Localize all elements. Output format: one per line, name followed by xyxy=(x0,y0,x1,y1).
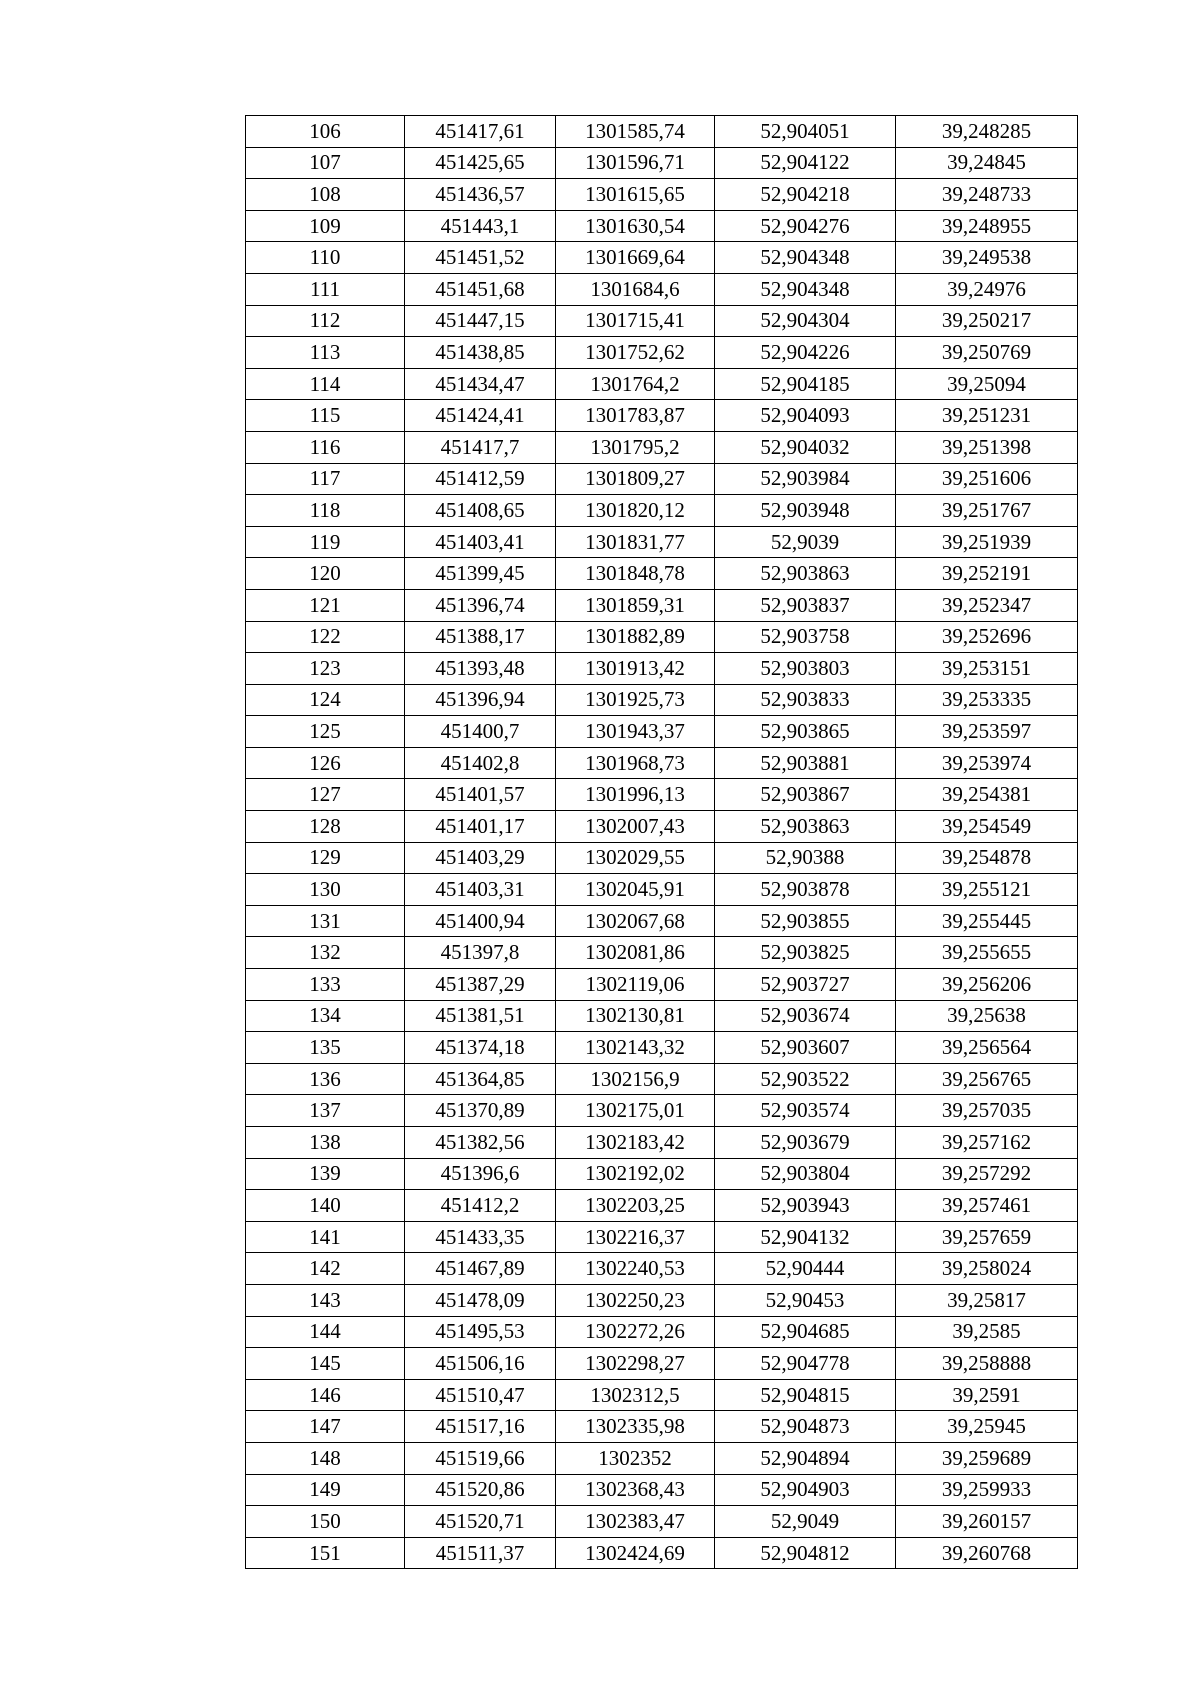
y-coordinate-cell: 1302175,01 xyxy=(556,1095,715,1127)
table-row xyxy=(246,1442,1078,1474)
longitude-cell: 39,2591 xyxy=(896,1379,1078,1411)
point-number-cell: 111 xyxy=(246,273,405,305)
table-row xyxy=(246,969,1078,1001)
x-coordinate-cell: 451412,2 xyxy=(405,1190,556,1222)
latitude-cell: 52,904218 xyxy=(715,179,896,211)
latitude-cell: 52,904032 xyxy=(715,431,896,463)
x-coordinate-cell: 451393,48 xyxy=(405,653,556,685)
point-number-cell: 138 xyxy=(246,1127,405,1159)
x-coordinate-cell: 451400,94 xyxy=(405,905,556,937)
point-number-cell: 110 xyxy=(246,242,405,274)
coordinates-table xyxy=(245,115,1078,1569)
point-number-cell: 125 xyxy=(246,716,405,748)
point-number-cell: 117 xyxy=(246,463,405,495)
latitude-cell: 52,90444 xyxy=(715,1253,896,1285)
x-coordinate-cell: 451401,57 xyxy=(405,779,556,811)
table-row xyxy=(246,1537,1078,1569)
y-coordinate-cell: 1301913,42 xyxy=(556,653,715,685)
y-coordinate-cell: 1301684,6 xyxy=(556,273,715,305)
y-coordinate-cell: 1302312,5 xyxy=(556,1379,715,1411)
table-row xyxy=(246,431,1078,463)
x-coordinate-cell: 451396,6 xyxy=(405,1158,556,1190)
table-row xyxy=(246,1000,1078,1032)
point-number-cell: 137 xyxy=(246,1095,405,1127)
longitude-cell: 39,251939 xyxy=(896,526,1078,558)
table-row xyxy=(246,400,1078,432)
longitude-cell: 39,25094 xyxy=(896,368,1078,400)
table-row xyxy=(246,1506,1078,1538)
latitude-cell: 52,903674 xyxy=(715,1000,896,1032)
y-coordinate-cell: 1301882,89 xyxy=(556,621,715,653)
table-row xyxy=(246,210,1078,242)
point-number-cell: 114 xyxy=(246,368,405,400)
table-row xyxy=(246,1221,1078,1253)
longitude-cell: 39,256765 xyxy=(896,1063,1078,1095)
point-number-cell: 136 xyxy=(246,1063,405,1095)
y-coordinate-cell: 1301848,78 xyxy=(556,558,715,590)
table-row xyxy=(246,1411,1078,1443)
table-row xyxy=(246,589,1078,621)
latitude-cell: 52,904894 xyxy=(715,1442,896,1474)
point-number-cell: 144 xyxy=(246,1316,405,1348)
table-row xyxy=(246,463,1078,495)
table-row xyxy=(246,526,1078,558)
y-coordinate-cell: 1302203,25 xyxy=(556,1190,715,1222)
y-coordinate-cell: 1301943,37 xyxy=(556,716,715,748)
point-number-cell: 151 xyxy=(246,1537,405,1569)
longitude-cell: 39,255655 xyxy=(896,937,1078,969)
latitude-cell: 52,904304 xyxy=(715,305,896,337)
table-row xyxy=(246,558,1078,590)
y-coordinate-cell: 1302007,43 xyxy=(556,811,715,843)
point-number-cell: 122 xyxy=(246,621,405,653)
x-coordinate-cell: 451434,47 xyxy=(405,368,556,400)
table-row xyxy=(246,1316,1078,1348)
y-coordinate-cell: 1301669,64 xyxy=(556,242,715,274)
latitude-cell: 52,904815 xyxy=(715,1379,896,1411)
longitude-cell: 39,251767 xyxy=(896,495,1078,527)
longitude-cell: 39,258024 xyxy=(896,1253,1078,1285)
longitude-cell: 39,255121 xyxy=(896,874,1078,906)
point-number-cell: 124 xyxy=(246,684,405,716)
point-number-cell: 121 xyxy=(246,589,405,621)
latitude-cell: 52,903878 xyxy=(715,874,896,906)
x-coordinate-cell: 451396,74 xyxy=(405,589,556,621)
y-coordinate-cell: 1301859,31 xyxy=(556,589,715,621)
x-coordinate-cell: 451478,09 xyxy=(405,1284,556,1316)
x-coordinate-cell: 451403,41 xyxy=(405,526,556,558)
y-coordinate-cell: 1302335,98 xyxy=(556,1411,715,1443)
longitude-cell: 39,259689 xyxy=(896,1442,1078,1474)
table-row xyxy=(246,179,1078,211)
y-coordinate-cell: 1301752,62 xyxy=(556,337,715,369)
x-coordinate-cell: 451438,85 xyxy=(405,337,556,369)
longitude-cell: 39,257461 xyxy=(896,1190,1078,1222)
longitude-cell: 39,251231 xyxy=(896,400,1078,432)
y-coordinate-cell: 1302424,69 xyxy=(556,1537,715,1569)
y-coordinate-cell: 1302250,23 xyxy=(556,1284,715,1316)
point-number-cell: 131 xyxy=(246,905,405,937)
longitude-cell: 39,248955 xyxy=(896,210,1078,242)
latitude-cell: 52,903758 xyxy=(715,621,896,653)
latitude-cell: 52,90453 xyxy=(715,1284,896,1316)
y-coordinate-cell: 1301831,77 xyxy=(556,526,715,558)
point-number-cell: 147 xyxy=(246,1411,405,1443)
table-row xyxy=(246,874,1078,906)
longitude-cell: 39,260768 xyxy=(896,1537,1078,1569)
y-coordinate-cell: 1302081,86 xyxy=(556,937,715,969)
longitude-cell: 39,254878 xyxy=(896,842,1078,874)
table-row xyxy=(246,1063,1078,1095)
longitude-cell: 39,259933 xyxy=(896,1474,1078,1506)
y-coordinate-cell: 1302272,26 xyxy=(556,1316,715,1348)
point-number-cell: 142 xyxy=(246,1253,405,1285)
x-coordinate-cell: 451510,47 xyxy=(405,1379,556,1411)
x-coordinate-cell: 451424,41 xyxy=(405,400,556,432)
x-coordinate-cell: 451402,8 xyxy=(405,747,556,779)
latitude-cell: 52,903863 xyxy=(715,811,896,843)
point-number-cell: 128 xyxy=(246,811,405,843)
longitude-cell: 39,257292 xyxy=(896,1158,1078,1190)
coordinates-table-body xyxy=(246,116,1078,1569)
latitude-cell: 52,903984 xyxy=(715,463,896,495)
y-coordinate-cell: 1301715,41 xyxy=(556,305,715,337)
latitude-cell: 52,903522 xyxy=(715,1063,896,1095)
longitude-cell: 39,253151 xyxy=(896,653,1078,685)
x-coordinate-cell: 451425,65 xyxy=(405,147,556,179)
table-row xyxy=(246,1095,1078,1127)
latitude-cell: 52,903574 xyxy=(715,1095,896,1127)
longitude-cell: 39,258888 xyxy=(896,1348,1078,1380)
y-coordinate-cell: 1301585,74 xyxy=(556,116,715,148)
x-coordinate-cell: 451364,85 xyxy=(405,1063,556,1095)
latitude-cell: 52,903679 xyxy=(715,1127,896,1159)
table-row xyxy=(246,368,1078,400)
x-coordinate-cell: 451436,57 xyxy=(405,179,556,211)
longitude-cell: 39,257659 xyxy=(896,1221,1078,1253)
x-coordinate-cell: 451397,8 xyxy=(405,937,556,969)
table-row xyxy=(246,1474,1078,1506)
longitude-cell: 39,256564 xyxy=(896,1032,1078,1064)
longitude-cell: 39,254381 xyxy=(896,779,1078,811)
y-coordinate-cell: 1301996,13 xyxy=(556,779,715,811)
y-coordinate-cell: 1301783,87 xyxy=(556,400,715,432)
point-number-cell: 146 xyxy=(246,1379,405,1411)
x-coordinate-cell: 451451,68 xyxy=(405,273,556,305)
point-number-cell: 148 xyxy=(246,1442,405,1474)
latitude-cell: 52,9049 xyxy=(715,1506,896,1538)
latitude-cell: 52,903804 xyxy=(715,1158,896,1190)
table-row xyxy=(246,1253,1078,1285)
longitude-cell: 39,24845 xyxy=(896,147,1078,179)
y-coordinate-cell: 1302298,27 xyxy=(556,1348,715,1380)
longitude-cell: 39,249538 xyxy=(896,242,1078,274)
latitude-cell: 52,903948 xyxy=(715,495,896,527)
latitude-cell: 52,904093 xyxy=(715,400,896,432)
table-row xyxy=(246,1158,1078,1190)
longitude-cell: 39,250769 xyxy=(896,337,1078,369)
table-row xyxy=(246,273,1078,305)
x-coordinate-cell: 451382,56 xyxy=(405,1127,556,1159)
point-number-cell: 150 xyxy=(246,1506,405,1538)
x-coordinate-cell: 451506,16 xyxy=(405,1348,556,1380)
latitude-cell: 52,904122 xyxy=(715,147,896,179)
table-row xyxy=(246,621,1078,653)
y-coordinate-cell: 1302183,42 xyxy=(556,1127,715,1159)
point-number-cell: 140 xyxy=(246,1190,405,1222)
table-row xyxy=(246,337,1078,369)
x-coordinate-cell: 451396,94 xyxy=(405,684,556,716)
longitude-cell: 39,248733 xyxy=(896,179,1078,211)
y-coordinate-cell: 1302192,02 xyxy=(556,1158,715,1190)
point-number-cell: 108 xyxy=(246,179,405,211)
y-coordinate-cell: 1301795,2 xyxy=(556,431,715,463)
y-coordinate-cell: 1302156,9 xyxy=(556,1063,715,1095)
table-row xyxy=(246,684,1078,716)
x-coordinate-cell: 451520,86 xyxy=(405,1474,556,1506)
latitude-cell: 52,904226 xyxy=(715,337,896,369)
point-number-cell: 127 xyxy=(246,779,405,811)
longitude-cell: 39,257162 xyxy=(896,1127,1078,1159)
point-number-cell: 133 xyxy=(246,969,405,1001)
point-number-cell: 132 xyxy=(246,937,405,969)
y-coordinate-cell: 1301596,71 xyxy=(556,147,715,179)
y-coordinate-cell: 1301615,65 xyxy=(556,179,715,211)
table-row xyxy=(246,1379,1078,1411)
latitude-cell: 52,904348 xyxy=(715,242,896,274)
latitude-cell: 52,903863 xyxy=(715,558,896,590)
y-coordinate-cell: 1301630,54 xyxy=(556,210,715,242)
longitude-cell: 39,25817 xyxy=(896,1284,1078,1316)
x-coordinate-cell: 451433,35 xyxy=(405,1221,556,1253)
table-row xyxy=(246,937,1078,969)
longitude-cell: 39,248285 xyxy=(896,116,1078,148)
y-coordinate-cell: 1301764,2 xyxy=(556,368,715,400)
latitude-cell: 52,903865 xyxy=(715,716,896,748)
x-coordinate-cell: 451401,17 xyxy=(405,811,556,843)
y-coordinate-cell: 1302029,55 xyxy=(556,842,715,874)
point-number-cell: 139 xyxy=(246,1158,405,1190)
point-number-cell: 134 xyxy=(246,1000,405,1032)
y-coordinate-cell: 1302216,37 xyxy=(556,1221,715,1253)
point-number-cell: 106 xyxy=(246,116,405,148)
table-row xyxy=(246,116,1078,148)
table-row xyxy=(246,653,1078,685)
x-coordinate-cell: 451403,29 xyxy=(405,842,556,874)
point-number-cell: 129 xyxy=(246,842,405,874)
point-number-cell: 149 xyxy=(246,1474,405,1506)
latitude-cell: 52,904132 xyxy=(715,1221,896,1253)
y-coordinate-cell: 1302045,91 xyxy=(556,874,715,906)
point-number-cell: 116 xyxy=(246,431,405,463)
table-row xyxy=(246,242,1078,274)
point-number-cell: 143 xyxy=(246,1284,405,1316)
point-number-cell: 130 xyxy=(246,874,405,906)
y-coordinate-cell: 1301925,73 xyxy=(556,684,715,716)
longitude-cell: 39,260157 xyxy=(896,1506,1078,1538)
longitude-cell: 39,252191 xyxy=(896,558,1078,590)
x-coordinate-cell: 451400,7 xyxy=(405,716,556,748)
y-coordinate-cell: 1302368,43 xyxy=(556,1474,715,1506)
latitude-cell: 52,904903 xyxy=(715,1474,896,1506)
x-coordinate-cell: 451370,89 xyxy=(405,1095,556,1127)
point-number-cell: 113 xyxy=(246,337,405,369)
x-coordinate-cell: 451495,53 xyxy=(405,1316,556,1348)
longitude-cell: 39,252696 xyxy=(896,621,1078,653)
x-coordinate-cell: 451408,65 xyxy=(405,495,556,527)
x-coordinate-cell: 451412,59 xyxy=(405,463,556,495)
table-row xyxy=(246,495,1078,527)
table-row xyxy=(246,1284,1078,1316)
point-number-cell: 123 xyxy=(246,653,405,685)
y-coordinate-cell: 1302067,68 xyxy=(556,905,715,937)
x-coordinate-cell: 451417,7 xyxy=(405,431,556,463)
latitude-cell: 52,904873 xyxy=(715,1411,896,1443)
longitude-cell: 39,25638 xyxy=(896,1000,1078,1032)
longitude-cell: 39,25945 xyxy=(896,1411,1078,1443)
latitude-cell: 52,904276 xyxy=(715,210,896,242)
latitude-cell: 52,9039 xyxy=(715,526,896,558)
x-coordinate-cell: 451517,16 xyxy=(405,1411,556,1443)
point-number-cell: 119 xyxy=(246,526,405,558)
table-row xyxy=(246,305,1078,337)
x-coordinate-cell: 451447,15 xyxy=(405,305,556,337)
longitude-cell: 39,250217 xyxy=(896,305,1078,337)
point-number-cell: 107 xyxy=(246,147,405,179)
x-coordinate-cell: 451519,66 xyxy=(405,1442,556,1474)
latitude-cell: 52,903833 xyxy=(715,684,896,716)
table-row xyxy=(246,716,1078,748)
point-number-cell: 120 xyxy=(246,558,405,590)
latitude-cell: 52,904812 xyxy=(715,1537,896,1569)
point-number-cell: 126 xyxy=(246,747,405,779)
latitude-cell: 52,904685 xyxy=(715,1316,896,1348)
y-coordinate-cell: 1302143,32 xyxy=(556,1032,715,1064)
longitude-cell: 39,253335 xyxy=(896,684,1078,716)
table-row xyxy=(246,147,1078,179)
table-row xyxy=(246,811,1078,843)
x-coordinate-cell: 451374,18 xyxy=(405,1032,556,1064)
point-number-cell: 141 xyxy=(246,1221,405,1253)
x-coordinate-cell: 451417,61 xyxy=(405,116,556,148)
longitude-cell: 39,254549 xyxy=(896,811,1078,843)
x-coordinate-cell: 451381,51 xyxy=(405,1000,556,1032)
x-coordinate-cell: 451467,89 xyxy=(405,1253,556,1285)
y-coordinate-cell: 1301968,73 xyxy=(556,747,715,779)
table-row xyxy=(246,747,1078,779)
x-coordinate-cell: 451520,71 xyxy=(405,1506,556,1538)
y-coordinate-cell: 1302383,47 xyxy=(556,1506,715,1538)
table-row xyxy=(246,779,1078,811)
y-coordinate-cell: 1302130,81 xyxy=(556,1000,715,1032)
latitude-cell: 52,903837 xyxy=(715,589,896,621)
point-number-cell: 118 xyxy=(246,495,405,527)
table-row xyxy=(246,905,1078,937)
x-coordinate-cell: 451511,37 xyxy=(405,1537,556,1569)
table-row xyxy=(246,1348,1078,1380)
latitude-cell: 52,903881 xyxy=(715,747,896,779)
longitude-cell: 39,253974 xyxy=(896,747,1078,779)
latitude-cell: 52,903607 xyxy=(715,1032,896,1064)
longitude-cell: 39,251606 xyxy=(896,463,1078,495)
longitude-cell: 39,253597 xyxy=(896,716,1078,748)
table-row xyxy=(246,1032,1078,1064)
point-number-cell: 115 xyxy=(246,400,405,432)
latitude-cell: 52,90388 xyxy=(715,842,896,874)
latitude-cell: 52,903825 xyxy=(715,937,896,969)
table-row xyxy=(246,1190,1078,1222)
latitude-cell: 52,904185 xyxy=(715,368,896,400)
x-coordinate-cell: 451403,31 xyxy=(405,874,556,906)
longitude-cell: 39,255445 xyxy=(896,905,1078,937)
longitude-cell: 39,24976 xyxy=(896,273,1078,305)
longitude-cell: 39,257035 xyxy=(896,1095,1078,1127)
x-coordinate-cell: 451443,1 xyxy=(405,210,556,242)
x-coordinate-cell: 451387,29 xyxy=(405,969,556,1001)
longitude-cell: 39,252347 xyxy=(896,589,1078,621)
x-coordinate-cell: 451388,17 xyxy=(405,621,556,653)
latitude-cell: 52,903803 xyxy=(715,653,896,685)
longitude-cell: 39,251398 xyxy=(896,431,1078,463)
point-number-cell: 145 xyxy=(246,1348,405,1380)
latitude-cell: 52,904051 xyxy=(715,116,896,148)
x-coordinate-cell: 451451,52 xyxy=(405,242,556,274)
y-coordinate-cell: 1301820,12 xyxy=(556,495,715,527)
y-coordinate-cell: 1302119,06 xyxy=(556,969,715,1001)
latitude-cell: 52,904778 xyxy=(715,1348,896,1380)
longitude-cell: 39,2585 xyxy=(896,1316,1078,1348)
table-row xyxy=(246,1127,1078,1159)
point-number-cell: 109 xyxy=(246,210,405,242)
table-row xyxy=(246,842,1078,874)
latitude-cell: 52,903855 xyxy=(715,905,896,937)
latitude-cell: 52,903727 xyxy=(715,969,896,1001)
point-number-cell: 135 xyxy=(246,1032,405,1064)
y-coordinate-cell: 1302352 xyxy=(556,1442,715,1474)
latitude-cell: 52,903943 xyxy=(715,1190,896,1222)
x-coordinate-cell: 451399,45 xyxy=(405,558,556,590)
point-number-cell: 112 xyxy=(246,305,405,337)
latitude-cell: 52,904348 xyxy=(715,273,896,305)
latitude-cell: 52,903867 xyxy=(715,779,896,811)
longitude-cell: 39,256206 xyxy=(896,969,1078,1001)
y-coordinate-cell: 1302240,53 xyxy=(556,1253,715,1285)
y-coordinate-cell: 1301809,27 xyxy=(556,463,715,495)
